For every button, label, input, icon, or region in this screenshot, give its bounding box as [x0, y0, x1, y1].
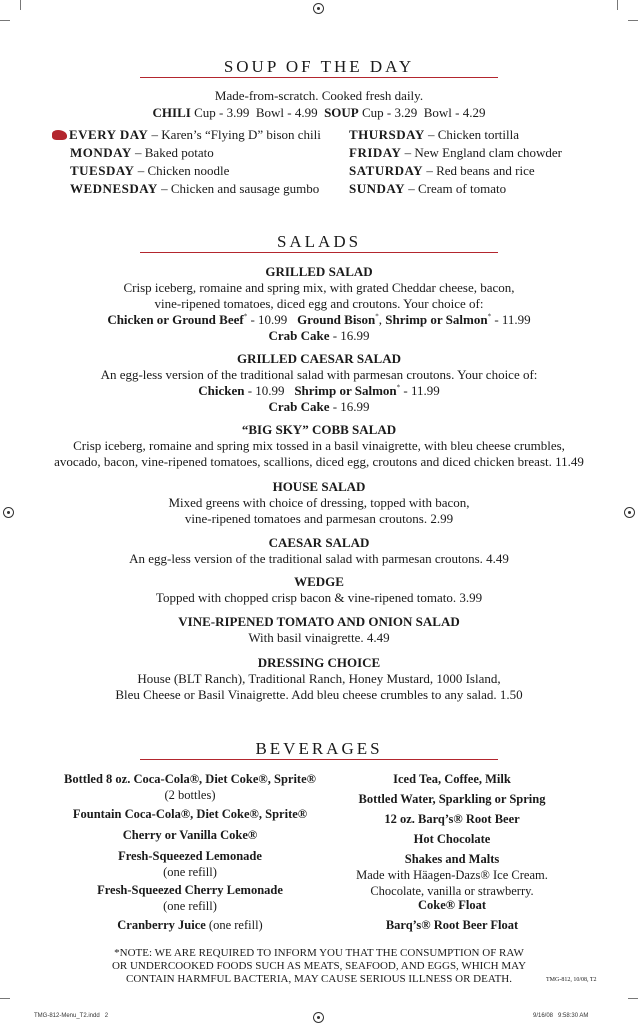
beverages-title-rule [140, 759, 498, 760]
beverage-left-4: Fresh-Squeezed Cherry Lemonade (one refill) [97, 883, 283, 913]
soup-day-tuesday: TUESDAY – Chicken noodle [70, 163, 230, 178]
beverage-right-1: Bottled Water, Sparkling or Spring [358, 792, 546, 806]
beverage-left-1: Fountain Coca-Cola®, Diet Coke®, Sprite® [72, 807, 308, 821]
soup-day-friday: FRIDAY – New England clam chowder [349, 145, 562, 160]
soup-day-thursday: THURSDAY – Chicken tortilla [349, 127, 519, 142]
grilled-salad-desc-2: vine-ripened tomatoes, diced egg and croutons. Your choice of: [154, 296, 484, 311]
beverage-right-6: Barq’s® Root Beer Float [385, 918, 519, 932]
caesar-salad-name: CAESAR SALAD [268, 535, 370, 550]
trim-mark [0, 20, 10, 21]
beverage-right-5: Coke® Float [417, 898, 486, 912]
beverage-left-5: Cranberry Juice (one refill) [117, 918, 263, 932]
slug-filename: TMG-812-Menu_T2.indd 2 [34, 1013, 109, 1019]
wedge-salad-name: WEDGE [294, 574, 344, 589]
trim-mark [628, 20, 638, 21]
disclaimer: *NOTE: WE ARE REQUIRED TO INFORM YOU THAT THE CONSUMPTION OF RAW OR UNDERCOOKED FOODS SUCH AS MEATS, SEAFOOD, AND EGGS, WHICH MAY CONTAIN HARMFUL BACTERIA, MAY CAUSE SERIOUS ILLNESS OR DEATH. [111, 947, 527, 985]
trim-mark [20, 0, 21, 10]
cobb-salad-name: “BIG SKY” COBB SALAD [241, 422, 397, 437]
salads-section-title: SALADS [276, 232, 362, 251]
chili-label: CHILI [152, 105, 191, 120]
beverages-section-title: BEVERAGES [255, 739, 383, 758]
beverage-right-0: Iced Tea, Coffee, Milk [393, 772, 511, 786]
trim-mark [628, 998, 638, 999]
soup-intro: Made-from-scratch. Cooked fresh daily. [214, 88, 424, 103]
slug-date: 9/16/08 9:58:30 AM [533, 1013, 589, 1019]
menu-code: TMG-812, 10/08, T2 [546, 977, 597, 983]
trim-mark [617, 0, 618, 10]
house-salad-desc-2: vine-ripened tomatoes and parmesan croutons. 2.99 [184, 511, 454, 526]
grilled-caesar-desc: An egg-less version of the traditional salad with parmesan croutons. Your choice of: [100, 367, 538, 382]
grilled-caesar-crab: Crab Cake - 16.99 [268, 399, 370, 414]
cobb-salad-desc-1: Crisp iceberg, romaine and spring mix tossed in a basil vinaigrette, with bleu cheese crumbles, [73, 438, 565, 453]
beverage-left-0: Bottled 8 oz. Coca-Cola®, Diet Coke®, Sprite® (2 bottles) [64, 772, 316, 802]
soup-label: SOUP [324, 105, 359, 120]
beverage-left-3: Fresh-Squeezed Lemonade (one refill) [118, 849, 262, 879]
soup-prices [0, 105, 638, 121]
grilled-salad-name: GRILLED SALAD [265, 264, 373, 279]
house-salad-name: HOUSE SALAD [272, 479, 366, 494]
house-salad-desc-1: Mixed greens with choice of dressing, topped with bacon, [168, 495, 470, 510]
grilled-salad-options: Chicken or Ground Beef* - 10.99 Ground Bison*, Shrimp or Salmon* - 11.99 [107, 312, 531, 327]
soup-day-monday: MONDAY – Baked potato [70, 145, 214, 160]
soup-prices-values: Cup - 3.29 Bowl - 4.29 [361, 105, 486, 120]
soup-day-sunday: SUNDAY – Cream of tomato [349, 181, 507, 196]
dressing-choice-desc-2: Bleu Cheese or Basil Vinaigrette. Add bleu cheese crumbles to any salad. 1.50 [115, 687, 523, 702]
beverage-left-2: Cherry or Vanilla Coke® [122, 828, 258, 842]
registration-mark-bottom [313, 1012, 324, 1023]
beverage-right-4: Shakes and Malts Made with Häagen-Dazs® Ice Cream. Chocolate, vanilla or strawberry. [356, 852, 548, 898]
soup-section-title: SOUP OF THE DAY [223, 57, 415, 76]
registration-mark-top [313, 3, 324, 14]
tomato-salad-desc: With basil vinaigrette. 4.49 [248, 630, 390, 645]
grilled-salad-crab: Crab Cake - 16.99 [268, 328, 370, 343]
dressing-choice-name: DRESSING CHOICE [257, 655, 381, 670]
caesar-salad-desc: An egg-less version of the traditional salad with parmesan croutons. 4.49 [129, 551, 509, 566]
soup-day-saturday: SATURDAY – Red beans and rice [349, 163, 535, 178]
grilled-salad-desc-1: Crisp iceberg, romaine and spring mix, with grated Cheddar cheese, bacon, [123, 280, 515, 295]
cobb-salad-desc-2: avocado, bacon, vine-ripened tomatoes, scallions, diced egg, croutons and diced chicken breast. 11.49 [54, 454, 584, 469]
beverage-right-2: 12 oz. Barq’s® Root Beer [384, 812, 520, 826]
chili-prices: Cup - 3.99 Bowl - 4.99 [194, 105, 318, 120]
tomato-salad-name: VINE-RIPENED TOMATO AND ONION SALAD [178, 614, 460, 629]
salads-title-rule [140, 252, 498, 253]
beverage-right-3: Hot Chocolate [413, 832, 491, 846]
soup-day-wednesday: WEDNESDAY – Chicken and sausage gumbo [70, 181, 320, 196]
grilled-caesar-name: GRILLED CAESAR SALAD [237, 351, 401, 366]
dressing-choice-desc-1: House (BLT Ranch), Traditional Ranch, Honey Mustard, 1000 Island, [137, 671, 501, 686]
bison-icon [52, 130, 67, 140]
soup-title-rule [140, 77, 498, 78]
trim-mark [0, 998, 10, 999]
grilled-caesar-options: Chicken - 10.99 Shrimp or Salmon* - 11.99 [198, 383, 440, 398]
soup-day-every-day: EVERY DAY – Karen’s “Flying D” bison chili [52, 127, 321, 143]
wedge-salad-desc: Topped with chopped crisp bacon & vine-ripened tomato. 3.99 [155, 590, 483, 605]
